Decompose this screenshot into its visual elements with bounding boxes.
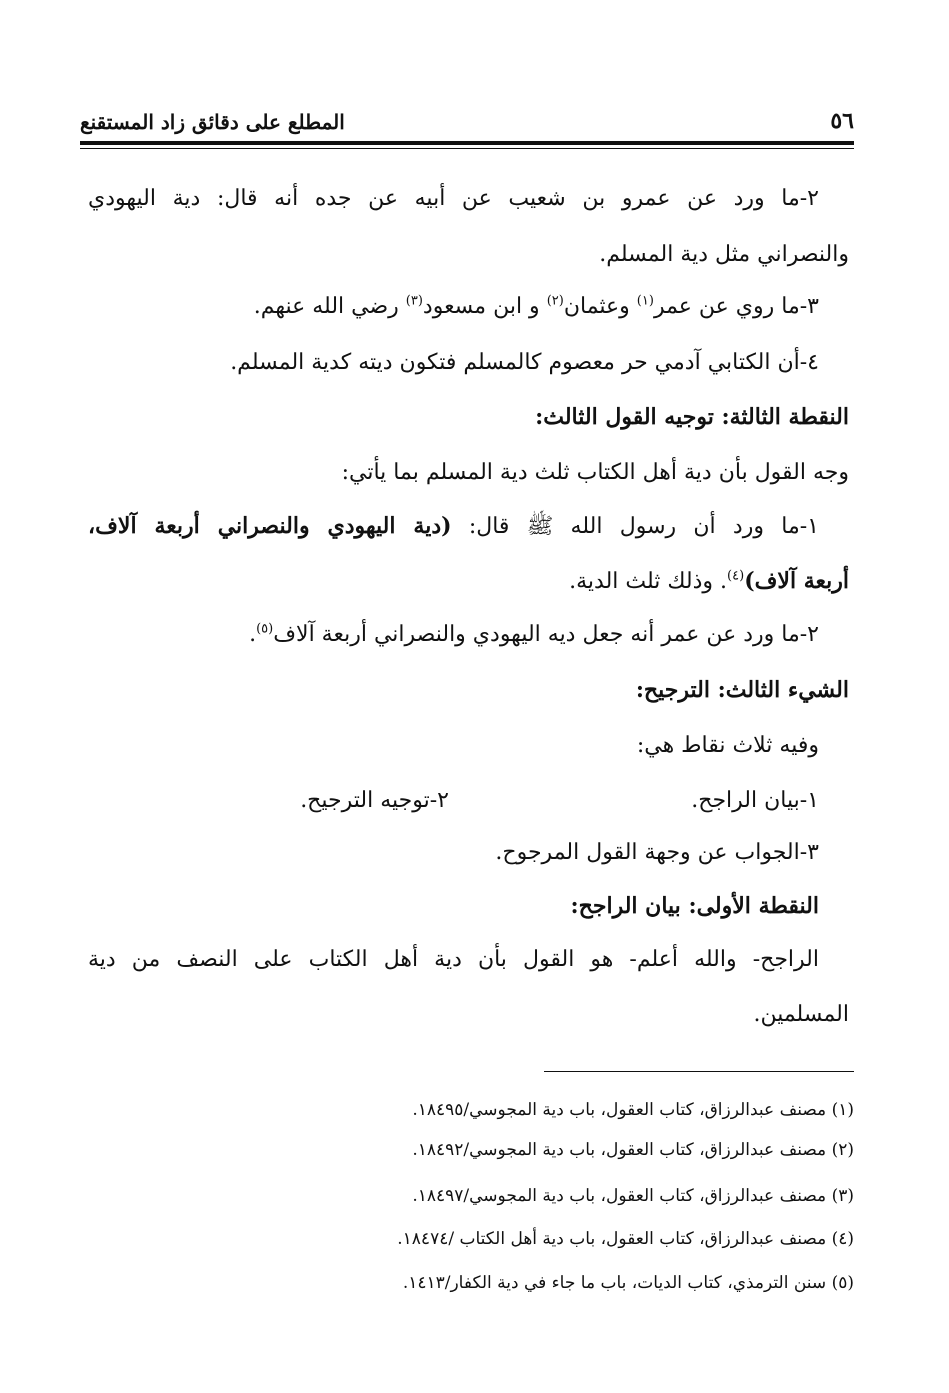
footnote-ref[interactable]: (٣) [405,293,423,309]
paragraph-line [88,292,819,322]
list-item: ١-بيان الراجح. [691,788,819,813]
paragraph-line: المسلمين. [753,1002,849,1027]
header-rule-thin [80,148,854,149]
paragraph-line: ٤-أن الكتابي آدمي حر معصوم كالمسلم فتكون ديته كدية المسلم. [230,350,819,375]
footnote-ref[interactable]: (٤) [727,568,745,584]
paragraph-line: وفيه ثلاث نقاط هي: [636,733,819,758]
running-title: المطلع على دقائق زاد المستقنع [80,110,345,134]
text-run: . وذلك ثلث الدية. [569,569,728,594]
paragraph-line: والنصراني مثل دية المسلم. [599,242,849,267]
section-heading: النقطة الأولى: بيان الراجح: [570,893,819,919]
footnote: (١) مصنف عبدالرزاق، كتاب العقول، باب دية المجوسي/١٨٤٩٥. [412,1100,854,1120]
paragraph-line: ٢-ما ورد عن عمرو بن شعيب عن أبيه عن جده أنه قال: دية اليهودي [88,186,819,211]
text-run: ٢-ما ورد عن عمر أنه جعل ديه اليهودي والنصراني أربعة آلاف [273,622,819,647]
footnote: (٣) مصنف عبدالرزاق، كتاب العقول، باب دية المجوسي/١٨٤٩٧. [412,1186,854,1206]
paragraph-line: الراجح- والله أعلم- هو القول بأن دية أهل الكتاب على النصف من دية [88,947,819,972]
text-run: وعثمان [563,294,637,319]
section-heading: النقطة الثالثة: توجيه القول الثالث: [535,404,849,430]
list-item: ٣-الجواب عن وجهة القول المرجوح. [495,840,819,865]
page-header [80,108,854,138]
text-run: رضي الله عنهم. [253,294,406,319]
page-number: ٥٦ [830,108,854,134]
footnote-separator [544,1071,854,1072]
footnote: (٥) سنن الترمذي، كتاب الديات، باب ما جاء في دية الكفار/١٤١٣. [402,1273,854,1293]
header-rule-thick [80,141,854,145]
paragraph-line [88,511,819,542]
section-heading: الشيء الثالث: الترجيح: [635,677,849,703]
paragraph-line: وجه القول بأن دية أهل الكتاب ثلث دية المسلم بما يأتي: [341,460,849,485]
hadith-quote: أربعة آلاف) [744,568,849,594]
footnote-ref[interactable]: (١) [636,293,654,309]
paragraph-line [88,620,819,650]
list-item: ٢-توجيه الترجيح. [300,788,449,813]
text-run: و ابن مسعود [422,294,547,319]
footnote: (٢) مصنف عبدالرزاق، كتاب العقول، باب دية المجوسي/١٨٤٩٢. [412,1140,854,1160]
footnote-ref[interactable]: (٥) [256,621,274,637]
text-run: . [249,622,257,647]
text-run: ٣-ما روي عن عمر [653,294,819,319]
footnote-ref[interactable]: (٢) [546,293,564,309]
text-run: ١-ما ورد أن رسول الله ﷺ قال: [451,514,819,539]
hadith-quote: (دية اليهودي والنصراني أربعة آلاف، [88,513,452,539]
footnote: (٤) مصنف عبدالرزاق، كتاب العقول، باب دية أهل الكتاب /١٨٤٧٤. [397,1229,854,1249]
paragraph-line [88,566,849,597]
